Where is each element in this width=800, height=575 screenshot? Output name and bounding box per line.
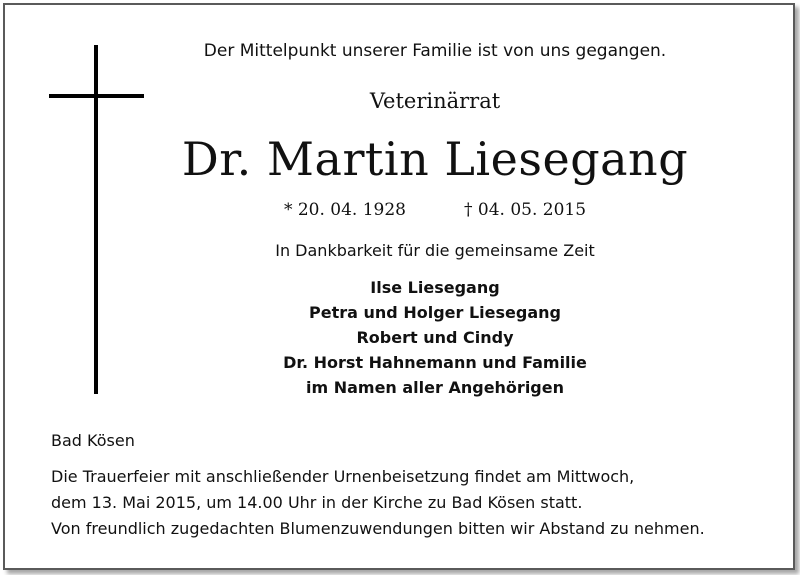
gratitude-text: In Dankbarkeit für die gemeinsame Zeit xyxy=(275,241,595,260)
life-dates xyxy=(95,200,775,220)
profession-title: Veterinärrat xyxy=(369,89,501,113)
death-date: † 04. 05. 2015 xyxy=(464,200,587,220)
funeral-info-line: Von freundlich zugedachten Blumenzuwendungen bitten wir Abstand zu nehmen. xyxy=(51,519,705,538)
family-member: im Namen aller Angehörigen xyxy=(305,378,564,397)
family-member: Ilse Liesegang xyxy=(370,278,500,297)
place-name: Bad Kösen xyxy=(51,431,135,450)
funeral-info-line: dem 13. Mai 2015, um 14.00 Uhr in der Kirche zu Bad Kösen statt. xyxy=(51,493,583,512)
obituary-notice xyxy=(3,3,795,570)
family-member: Robert und Cindy xyxy=(356,328,514,347)
funeral-info-line: Die Trauerfeier mit anschließender Urnenbeisetzung findet am Mittwoch, xyxy=(51,467,635,486)
deceased-name: Dr. Martin Liesegang xyxy=(181,132,689,186)
family-member: Dr. Horst Hahnemann und Familie xyxy=(283,353,587,372)
family-member: Petra und Holger Liesegang xyxy=(309,303,561,322)
intro-text: Der Mittelpunkt unserer Familie ist von uns gegangen. xyxy=(203,41,667,61)
birth-date: * 20. 04. 1928 xyxy=(283,200,406,220)
